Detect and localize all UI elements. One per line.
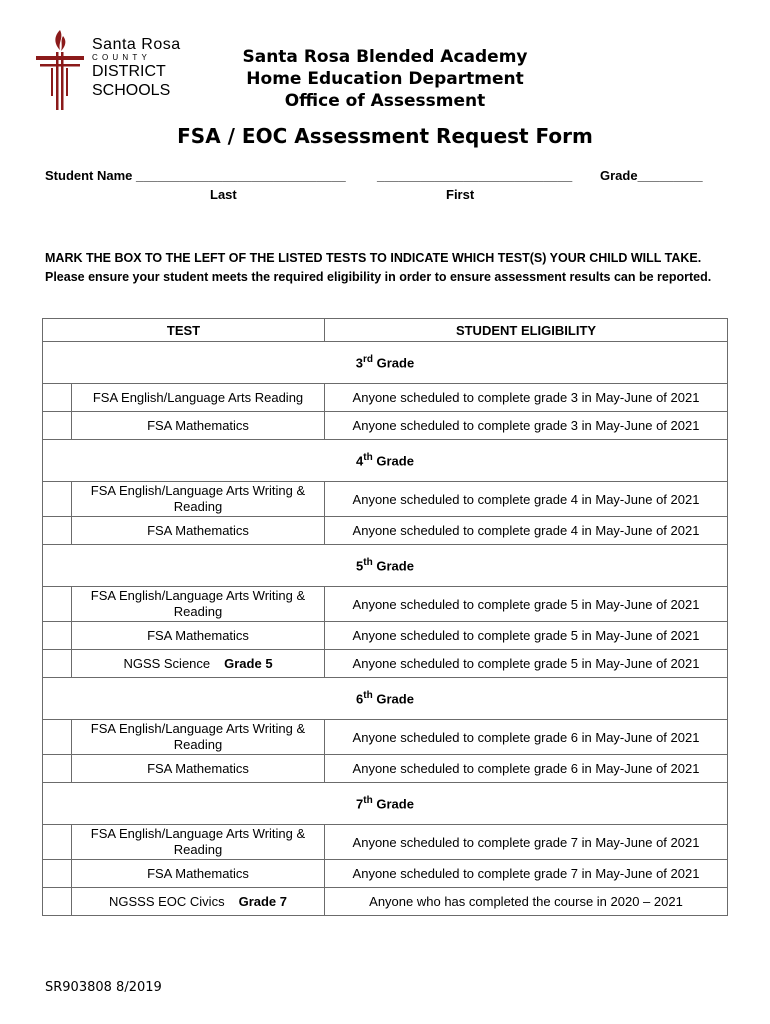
table-row xyxy=(43,860,728,888)
grade-field[interactable]: Grade_________ xyxy=(600,168,703,183)
test-grade-label: Grade 7 xyxy=(238,893,287,909)
first-label: First xyxy=(446,187,475,202)
eligibility-cell: Anyone scheduled to complete grade 4 in May-June of 2021 xyxy=(325,482,728,517)
table-row xyxy=(43,587,728,622)
grade-section-heading xyxy=(43,440,728,482)
test-name-cell xyxy=(72,412,325,440)
grade-ordinal: rd xyxy=(363,354,374,366)
logo-wordmark xyxy=(92,37,181,99)
grade-word: Grade xyxy=(376,453,414,469)
eligibility-cell: Anyone scheduled to complete grade 4 in May-June of 2021 xyxy=(325,517,728,545)
eligibility-cell: Anyone scheduled to complete grade 5 in May-June of 2021 xyxy=(325,650,728,678)
eligibility-cell: Anyone scheduled to complete grade 7 in May-June of 2021 xyxy=(325,825,728,860)
student-name-field[interactable]: Student Name _____________________________ xyxy=(45,168,346,183)
test-name: NGSS Science xyxy=(123,655,211,671)
table-row xyxy=(43,755,728,783)
header-line-1: Santa Rosa Blended Academy xyxy=(242,47,528,67)
test-name-cell xyxy=(72,888,325,916)
header-line-2: Home Education Department xyxy=(246,69,524,89)
test-name-cell xyxy=(72,482,325,517)
eligibility-cell: Anyone scheduled to complete grade 5 in May-June of 2021 xyxy=(325,587,728,622)
grade-word: Grade xyxy=(376,558,414,574)
grade-section-heading xyxy=(43,545,728,587)
eligibility-cell: Anyone scheduled to complete grade 7 in May-June of 2021 xyxy=(325,860,728,888)
table-row xyxy=(43,720,728,755)
test-name-cell xyxy=(72,860,325,888)
table-row xyxy=(43,622,728,650)
test-checkbox[interactable] xyxy=(43,587,72,622)
header-line-3: Office of Assessment xyxy=(284,91,486,111)
table-row xyxy=(43,650,728,678)
test-name: FSA English/Language Arts Reading xyxy=(92,389,304,405)
instructions: MARK THE BOX TO THE LEFT OF THE LISTED TESTS TO INDICATE WHICH TEST(S) YOUR CHILD WILL TAKE. Please ensure your student meets the required eligibility in order to ensure assessment results can be reported. xyxy=(45,251,712,284)
eligibility-cell: Anyone scheduled to complete grade 5 in May-June of 2021 xyxy=(325,622,728,650)
test-name: FSA Mathematics xyxy=(147,522,249,538)
grade-section-row xyxy=(43,783,728,825)
grade-number: 3 xyxy=(355,355,364,371)
table-row xyxy=(43,482,728,517)
test-name-cell xyxy=(72,384,325,412)
table-row xyxy=(43,412,728,440)
grade-number: 5 xyxy=(356,558,364,574)
test-checkbox[interactable] xyxy=(43,650,72,678)
table-row xyxy=(43,384,728,412)
test-name: FSA English/Language Arts Writing & Reading xyxy=(90,483,306,514)
test-checkbox[interactable] xyxy=(43,825,72,860)
grade-section-heading xyxy=(43,783,728,825)
grade-section-heading xyxy=(43,342,728,384)
test-name: FSA English/Language Arts Writing & Reading xyxy=(90,721,306,752)
logo-line-3: DISTRICT xyxy=(92,63,166,80)
grade-number: 4 xyxy=(356,453,364,469)
test-name: FSA Mathematics xyxy=(147,865,249,881)
grade-ordinal: th xyxy=(363,690,373,702)
eligibility-cell: Anyone scheduled to complete grade 3 in May-June of 2021 xyxy=(325,412,728,440)
grade-section-row xyxy=(43,545,728,587)
grade-ordinal: th xyxy=(363,452,373,464)
test-name-cell xyxy=(72,720,325,755)
grade-section-row xyxy=(43,342,728,384)
table-row xyxy=(43,888,728,916)
table-row xyxy=(43,825,728,860)
eligibility-cell: Anyone scheduled to complete grade 3 in May-June of 2021 xyxy=(325,384,728,412)
test-checkbox[interactable] xyxy=(43,720,72,755)
eligibility-cell: Anyone scheduled to complete grade 6 in May-June of 2021 xyxy=(325,755,728,783)
test-name-cell xyxy=(72,517,325,545)
test-checkbox[interactable] xyxy=(43,755,72,783)
test-checkbox[interactable] xyxy=(43,517,72,545)
grade-number: 7 xyxy=(356,796,364,812)
test-checkbox[interactable] xyxy=(43,860,72,888)
eligibility-cell: Anyone who has completed the course in 2020 – 2021 xyxy=(325,888,728,916)
test-name: FSA English/Language Arts Writing & Reading xyxy=(90,588,306,619)
test-name: FSA Mathematics xyxy=(147,627,249,643)
test-checkbox[interactable] xyxy=(43,412,72,440)
table-header-row xyxy=(43,319,728,342)
assessment-table xyxy=(42,318,728,916)
test-checkbox[interactable] xyxy=(43,622,72,650)
test-name-cell xyxy=(72,650,325,678)
grade-ordinal: th xyxy=(363,557,373,569)
logo-line-4: SCHOOLS xyxy=(92,82,171,99)
test-name: FSA Mathematics xyxy=(147,760,249,776)
eligibility-cell: Anyone scheduled to complete grade 6 in May-June of 2021 xyxy=(325,720,728,755)
test-checkbox[interactable] xyxy=(43,888,72,916)
grade-word: Grade xyxy=(376,796,414,812)
grade-ordinal: th xyxy=(363,795,373,807)
logo-line-2: COUNTY xyxy=(92,53,151,62)
test-name: NGSSS EOC Civics xyxy=(109,893,225,909)
test-name-cell xyxy=(72,825,325,860)
test-checkbox[interactable] xyxy=(43,482,72,517)
col-header-eligibility: STUDENT ELIGIBILITY xyxy=(325,319,728,342)
test-name-cell xyxy=(72,755,325,783)
grade-section-heading xyxy=(43,678,728,720)
col-header-test: TEST xyxy=(43,319,325,342)
form-title: FSA / EOC Assessment Request Form xyxy=(177,124,593,148)
first-name-field[interactable]: ___________________________ xyxy=(377,168,573,183)
form-code: SR903808 8/2019 xyxy=(45,980,162,995)
test-name: FSA Mathematics xyxy=(147,417,249,433)
last-label: Last xyxy=(210,187,237,202)
table-row xyxy=(43,517,728,545)
test-grade-label: Grade 5 xyxy=(224,655,273,671)
test-name-cell xyxy=(72,587,325,622)
grade-word: Grade xyxy=(376,355,415,371)
grade-number: 6 xyxy=(356,691,364,707)
grade-section-row xyxy=(43,440,728,482)
test-name: FSA English/Language Arts Writing & Reading xyxy=(90,826,306,857)
logo-line-1: Santa Rosa xyxy=(92,36,181,53)
grade-section-row xyxy=(43,678,728,720)
grade-word: Grade xyxy=(376,691,414,707)
test-name-cell xyxy=(72,622,325,650)
test-checkbox[interactable] xyxy=(43,384,72,412)
